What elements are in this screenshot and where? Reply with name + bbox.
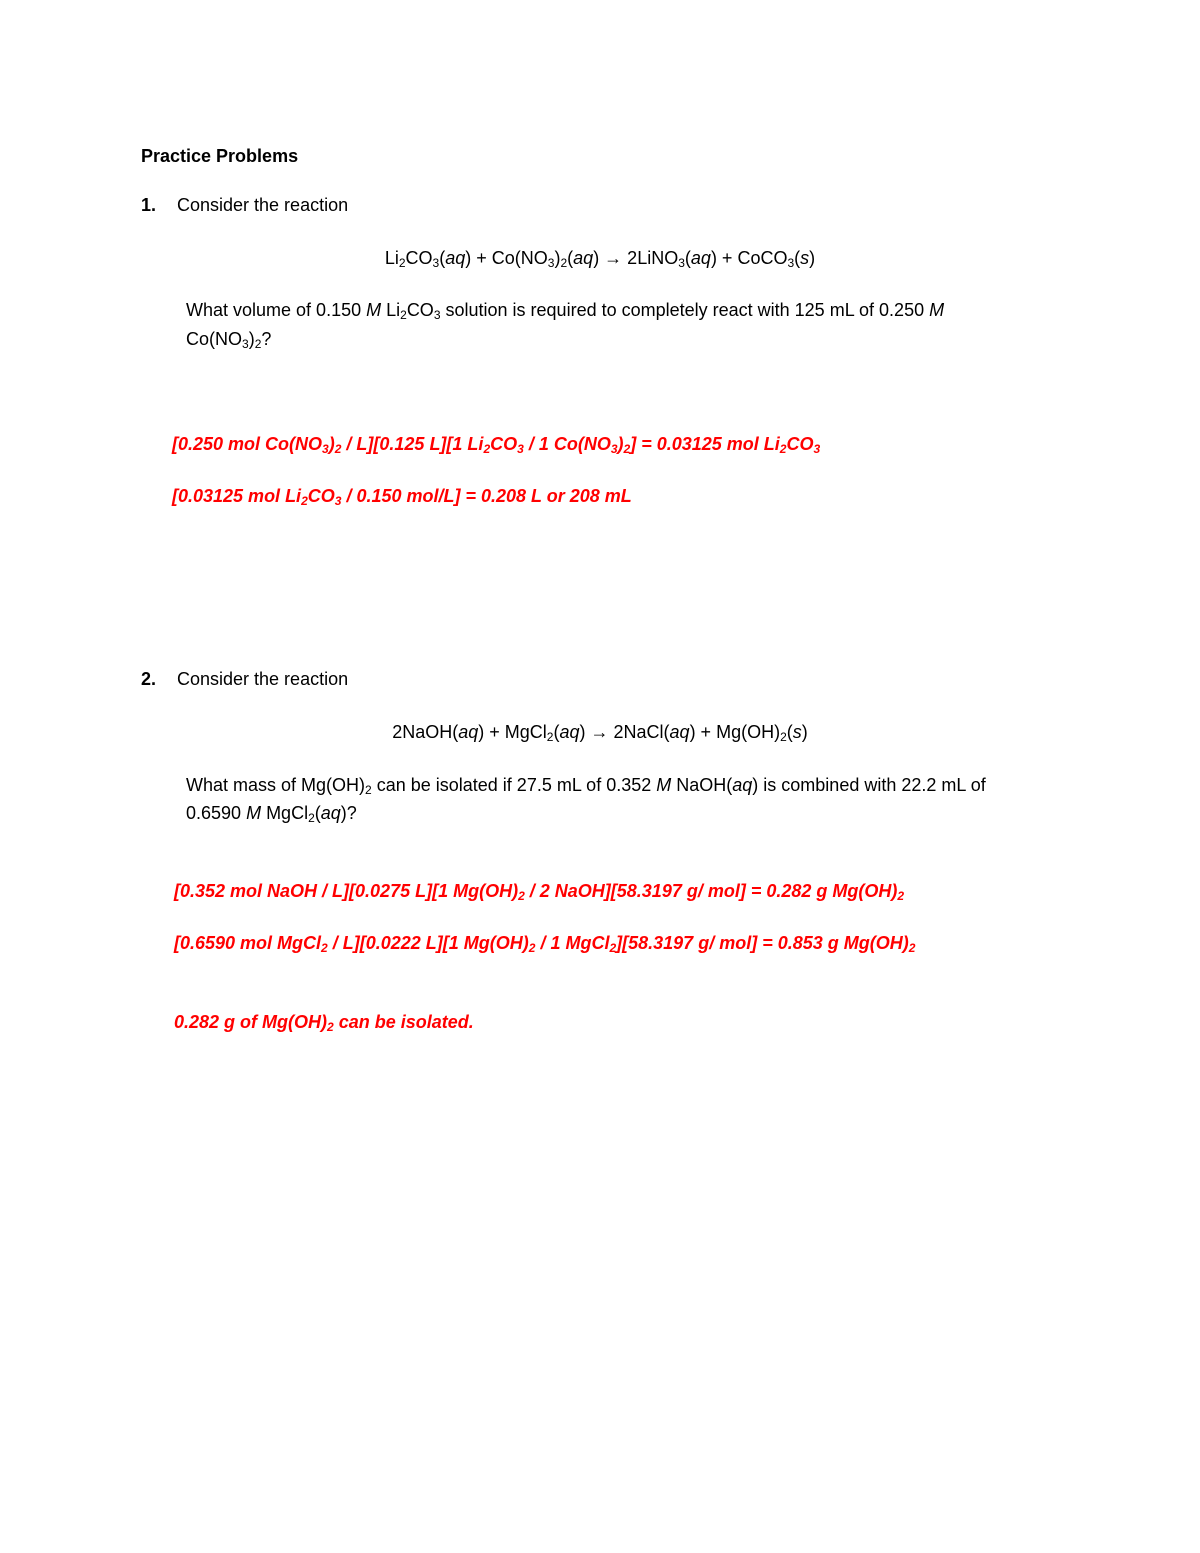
text-run: 2 (327, 1020, 334, 1034)
text-run: 3 (547, 256, 555, 270)
text-run: 2 (483, 442, 491, 456)
problem-1-question-line-2 (186, 327, 271, 351)
text-run: ) + MgCl (478, 722, 547, 742)
text-run: Co(NO (186, 329, 243, 349)
text-run: 3 (433, 308, 441, 322)
text-run: NaOH( (671, 775, 733, 795)
text-run: aq (669, 722, 690, 742)
text-run: 3 (787, 256, 795, 270)
text-run: / L][0.125 L][1 Li (341, 434, 484, 454)
text-run: 2 (908, 941, 916, 955)
problem-2-answer-1 (174, 879, 904, 903)
text-run: aq (732, 775, 753, 795)
text-run: 2 (780, 730, 787, 744)
text-run: 2 (301, 494, 308, 508)
text-run: ) (809, 248, 816, 268)
text-run: 3 (322, 442, 329, 456)
text-run: ( (439, 248, 446, 268)
text-run: Li (381, 300, 401, 320)
problem-2-answer-2 (174, 931, 915, 955)
text-run: 2 (528, 941, 536, 955)
problem-2-prompt: Consider the reaction (177, 669, 349, 689)
problem-1-answer-1 (172, 432, 820, 456)
text-run: ( (567, 248, 574, 268)
text-run: M (366, 300, 382, 320)
text-run: aq (573, 248, 594, 268)
text-run: [0.6590 mol MgCl (174, 933, 322, 953)
text-run: ( (794, 248, 801, 268)
text-run: CO (490, 434, 518, 454)
text-run: 3 (678, 256, 685, 270)
text-run: CO (786, 434, 814, 454)
problem-2-number: 2. (141, 669, 157, 689)
text-run: 2 (609, 941, 617, 955)
text-run: CO (405, 248, 433, 268)
text-run: [0.352 mol NaOH / L][0.0275 L][1 Mg(OH) (174, 881, 519, 901)
text-run: ( (314, 803, 321, 823)
problem-2-question-line-1 (186, 773, 986, 797)
text-run: 2 (308, 811, 315, 825)
text-run: s (792, 722, 802, 742)
text-run: M (656, 775, 672, 795)
problem-1-equation (0, 246, 1200, 270)
text-run: CO (406, 300, 434, 320)
text-run: [0.250 mol Co(NO (172, 434, 323, 454)
text-run: ) (617, 434, 624, 454)
problem-1-heading (141, 193, 348, 217)
text-run: 2NaOH( (392, 722, 459, 742)
text-run: / 1 Co(NO (523, 434, 611, 454)
text-run: ) is combined with 22.2 mL of (752, 775, 986, 795)
text-run: ) → 2NaCl( (579, 722, 670, 742)
text-run: 3 (517, 442, 524, 456)
text-run: 2 (560, 256, 568, 270)
text-run: 2 (254, 337, 262, 351)
text-run: can be isolated if 27.5 mL of 0.352 (371, 775, 657, 795)
text-run: ] = 0.03125 mol Li (630, 434, 780, 454)
text-run: ( (786, 722, 793, 742)
text-run: / 2 NaOH][58.3197 g/ mol] = 0.282 g Mg(OH) (524, 881, 898, 901)
text-run: CO (307, 486, 335, 506)
text-run: 2 (897, 889, 905, 903)
text-run: ) → 2LiNO (593, 248, 679, 268)
text-run: ( (684, 248, 691, 268)
text-run: aq (690, 248, 711, 268)
text-run: / 0.150 mol/L] = 0.208 L or 208 mL (341, 486, 632, 506)
text-run: ) (554, 248, 561, 268)
text-run: 0.282 g of Mg(OH) (174, 1012, 328, 1032)
text-run: 2 (518, 889, 525, 903)
text-run: aq (320, 803, 341, 823)
text-run: ) (248, 329, 255, 349)
text-run: 3 (432, 256, 440, 270)
text-run: 0.6590 (186, 803, 247, 823)
text-run: aq (445, 248, 466, 268)
text-run: 2 (398, 256, 406, 270)
text-run: 2 (623, 442, 631, 456)
text-run: s (800, 248, 810, 268)
text-run: ) (328, 434, 335, 454)
text-run: aq (458, 722, 479, 742)
text-run: ? (261, 329, 272, 349)
problem-2-conclusion (174, 1010, 474, 1034)
problem-1-answer-2 (172, 484, 632, 508)
problem-2-equation (0, 720, 1200, 744)
text-run: solution is required to completely react with 125 mL of 0.250 (440, 300, 930, 320)
text-run: 2 (334, 442, 342, 456)
text-run: Li (384, 248, 399, 268)
text-run: ) (801, 722, 808, 742)
text-run: ][58.3197 g/ mol] = 0.853 g Mg(OH) (616, 933, 909, 953)
problem-2-question-line-2 (186, 801, 357, 825)
text-run: 3 (334, 494, 342, 508)
text-run: What mass of Mg(OH) (186, 775, 366, 795)
text-run: What volume of 0.150 (186, 300, 367, 320)
text-run: 2 (400, 308, 407, 322)
problem-1-question-line-1 (186, 298, 944, 322)
text-run: 3 (610, 442, 618, 456)
text-run: MgCl (261, 803, 309, 823)
problem-1-prompt: Consider the reaction (177, 195, 349, 215)
text-run: 2 (546, 730, 554, 744)
text-run: ) + Mg(OH) (689, 722, 781, 742)
text-run: / 1 MgCl (535, 933, 610, 953)
problem-2-heading (141, 667, 348, 691)
text-run: / L][0.0222 L][1 Mg(OH) (327, 933, 529, 953)
text-run: can be isolated. (333, 1012, 474, 1032)
problem-1-number: 1. (141, 195, 157, 215)
text-run: ) + Co(NO (465, 248, 548, 268)
text-run: 3 (242, 337, 249, 351)
page-title: Practice Problems (141, 146, 299, 166)
text-run: aq (559, 722, 580, 742)
text-run: ) + CoCO (710, 248, 788, 268)
text-run: )? (340, 803, 357, 823)
text-run: ( (553, 722, 560, 742)
text-run: [0.03125 mol Li (172, 486, 302, 506)
text-run: 2 (321, 941, 328, 955)
text-run: 3 (813, 442, 821, 456)
text-run: M (929, 300, 945, 320)
text-run: 2 (365, 783, 372, 797)
text-run: M (246, 803, 262, 823)
text-run: 2 (779, 442, 787, 456)
